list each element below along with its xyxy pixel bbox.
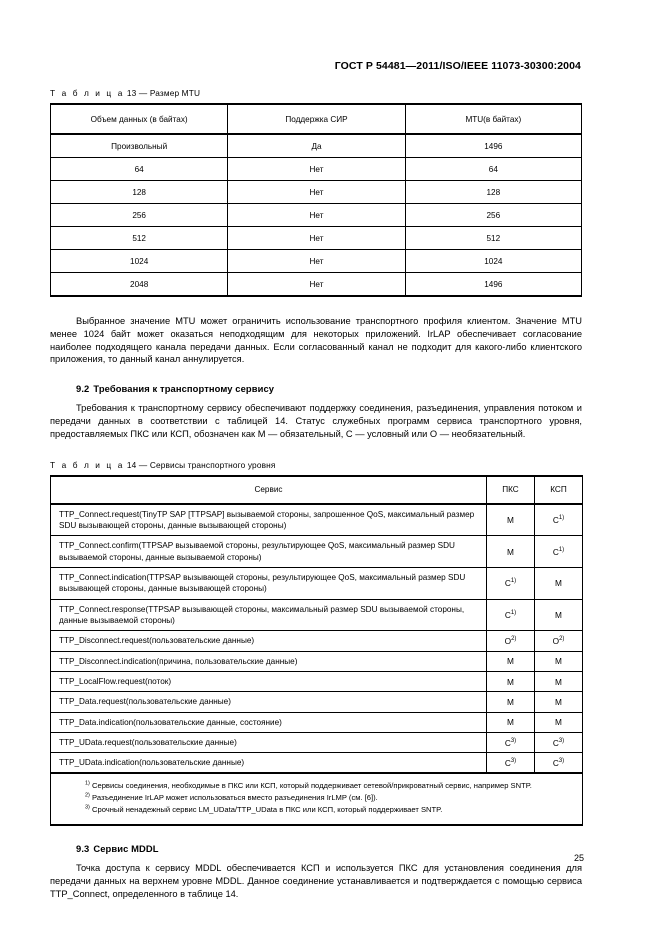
footnote-2-marker: 2) (85, 792, 90, 799)
cell-pks (487, 712, 535, 732)
cell-ksp (535, 692, 583, 712)
table-mtu-header-sir-support: Поддержка СИР (228, 104, 405, 134)
table-row (51, 671, 583, 691)
cell-pks (487, 568, 535, 600)
pks-value: М (507, 696, 514, 707)
cell-pks (487, 631, 535, 651)
cell-service: TTP_Connect.confirm(TTPSAP вызываемой стороны, результирующее QoS, максимальный размер SDU вызываемой стороны, данные вызываемой стороны) (51, 536, 487, 568)
table-row (51, 651, 583, 671)
ksp-value: С (552, 546, 559, 557)
footnote-1-text: Сервисы соединения, необходимые в ПКС или КСП, который поддерживает сетевой/прикроватный сервис, например SNTP. (92, 781, 532, 791)
pks-value: М (507, 676, 514, 687)
cell-service: TTP_LocalFlow.request(поток) (51, 671, 487, 691)
ksp-value: М (555, 609, 562, 620)
table-mtu-header-mtu: MTU(в байтах) (405, 104, 581, 134)
footnote-3-text: Срочный ненадежный сервис LM_UData/TTP_UData в ПКС или КСП, который поддерживает SNTP. (92, 805, 443, 815)
cell-mtu: 256 (405, 204, 581, 227)
cell-mtu: 1024 (405, 250, 581, 273)
cell-service: TTP_Disconnect.indication(причина, пользовательские данные) (51, 651, 487, 671)
cell-sir-support: Нет (228, 250, 405, 273)
cell-pks (487, 732, 535, 752)
cell-pks (487, 692, 535, 712)
cell-pks (487, 536, 535, 568)
ksp-value: О (552, 635, 560, 646)
cell-ksp (535, 599, 583, 631)
cell-data-volume: Произвольный (51, 134, 228, 158)
table-services-header-row (51, 476, 583, 504)
pks-value: М (507, 546, 514, 557)
cell-service: TTP_Connect.request(TinyTP SAP [TTPSAP] вызываемой стороны, запрошенное QoS, максимальный размер SDU вызывающей стороны, данные вызывающей стороны) (51, 504, 487, 536)
pks-value: М (507, 656, 514, 667)
paragraph-9-2: Требования к транспортному сервису обеспечивают поддержку соединения, разъединения, управления потоком и передачи данных в соответствии с таблицей 14. Статус служебных программ сервиса транспортного уровня, предоставляемых ПКС или КСП, обозначен как М — обязательный, С — условный или О — необязательный. (50, 403, 582, 439)
table13-caption-title: Размер MTU (149, 88, 201, 98)
table-services-header-service: Сервис (51, 476, 487, 504)
table14-caption-dash: — (138, 459, 148, 470)
pks-footnote-marker: 1) (510, 578, 517, 585)
document-header: ГОСТ Р 54481—2011/ISO/IEEE 11073-30300:2004 (334, 60, 581, 72)
table-mtu-header-row (51, 104, 582, 134)
cell-service: TTP_Data.indication(пользовательские данные, состояние) (51, 712, 487, 732)
pks-footnote-marker: 2) (511, 636, 517, 643)
pks-value: С (504, 757, 511, 768)
pks-footnote-marker: 3) (510, 758, 517, 765)
table14-caption-number: 14 (126, 459, 137, 470)
table13-caption (50, 88, 582, 98)
table-mtu (50, 103, 582, 297)
cell-service: TTP_Data.request(пользовательские данные) (51, 692, 487, 712)
cell-sir-support: Да (228, 134, 405, 158)
footnote-2 (59, 792, 574, 803)
ksp-value: М (555, 717, 562, 728)
table-services-header-pks: ПКС (487, 476, 535, 504)
ksp-footnote-marker: 2) (559, 636, 565, 643)
table-row (51, 227, 582, 250)
table-row (51, 504, 583, 536)
cell-mtu: 64 (405, 158, 581, 181)
table-row (51, 712, 583, 732)
table-row (51, 631, 583, 651)
table-row (51, 204, 582, 227)
section-heading-9-3 (50, 843, 582, 854)
table14-caption (50, 460, 582, 470)
cell-service: TTP_Connect.response(TTPSAP вызывающей стороны, максимальный размер SDU вызываемой стороны, данные вызываемой стороны) (51, 599, 487, 631)
cell-mtu: 1496 (405, 134, 581, 158)
footnote-3 (59, 804, 574, 815)
table-row (51, 158, 582, 181)
cell-ksp (535, 504, 583, 536)
cell-mtu: 512 (405, 227, 581, 250)
pks-value: С (504, 737, 511, 748)
cell-data-volume: 2048 (51, 273, 228, 297)
cell-mtu: 128 (405, 181, 581, 204)
pks-footnote-marker: 3) (510, 737, 517, 744)
ksp-value: М (555, 696, 562, 707)
table13-caption-label: Т а б л и ц а (50, 88, 125, 98)
table13-caption-dash: — (138, 88, 148, 98)
ksp-footnote-marker: 3) (558, 758, 565, 765)
table-row (51, 753, 583, 774)
cell-ksp (535, 753, 583, 774)
cell-ksp (535, 536, 583, 568)
table13-caption-number: 13 (126, 88, 137, 98)
ksp-value: М (555, 656, 562, 667)
table-transport-services (50, 475, 583, 827)
footnote-1-marker: 1) (85, 780, 90, 787)
cell-data-volume: 512 (51, 227, 228, 250)
paragraph-mtu: Выбранное значение MTU может ограничить использование транспортного профиля клиентом. Значение MTU менее 1024 байт может оказаться неподходящим для некоторых приложений. IrLAP обеспечивает согласование наиболее подходящего канала передачи данных. Если согласованный канал не подходит для какого-либо клиентского приложения, то данный канал аннулируется. (50, 316, 582, 365)
pks-footnote-marker: 1) (510, 610, 517, 617)
table-row (51, 181, 582, 204)
ksp-footnote-marker: 1) (558, 515, 565, 522)
footnote-3-marker: 3) (85, 804, 90, 811)
cell-ksp (535, 631, 583, 651)
table-services-header-ksp: КСП (535, 476, 583, 504)
cell-pks (487, 599, 535, 631)
pks-value: С (504, 609, 511, 620)
cell-service: TTP_UData.request(пользовательские данные) (51, 732, 487, 752)
section-heading-9-2 (50, 383, 582, 394)
cell-ksp (535, 671, 583, 691)
cell-sir-support: Нет (228, 158, 405, 181)
cell-service: TTP_Connect.indication(TTPSAP вызывающей стороны, результирующее QoS, максимальный размер SDU вызывающей стороны, данные вызывающей стороны) (51, 568, 487, 600)
cell-ksp (535, 732, 583, 752)
table-mtu-header-data-volume: Объем данных (в байтах) (51, 104, 228, 134)
cell-service: TTP_UData.indication(пользовательские данные) (51, 753, 487, 774)
cell-sir-support: Нет (228, 181, 405, 204)
ksp-value: С (552, 737, 559, 748)
section-9-3-title: Сервис MDDL (93, 843, 159, 855)
cell-mtu: 1496 (405, 273, 581, 297)
table-row (51, 692, 583, 712)
ksp-value: С (552, 515, 559, 526)
table-row (51, 134, 582, 158)
table-row (51, 273, 582, 297)
table-footnotes-cell (51, 773, 583, 825)
cell-ksp (535, 568, 583, 600)
cell-ksp (535, 651, 583, 671)
page-number: 25 (573, 853, 584, 863)
pks-value: М (507, 717, 514, 728)
table14-caption-title: Сервисы транспортного уровня (149, 459, 276, 470)
section-9-2-number: 9.2 (76, 383, 90, 395)
table-row (51, 732, 583, 752)
cell-data-volume: 1024 (51, 250, 228, 273)
ksp-value: М (555, 578, 562, 589)
cell-pks (487, 753, 535, 774)
table14-caption-label: Т а б л и ц а (50, 459, 125, 470)
ksp-value: М (555, 676, 562, 687)
ksp-value: С (552, 757, 559, 768)
table-row (51, 599, 583, 631)
cell-sir-support: Нет (228, 204, 405, 227)
cell-sir-support: Нет (228, 227, 405, 250)
cell-data-volume: 64 (51, 158, 228, 181)
cell-sir-support: Нет (228, 273, 405, 297)
section-9-2-title: Требования к транспортному сервису (93, 383, 275, 395)
table-row (51, 250, 582, 273)
cell-service: TTP_Disconnect.request(пользовательские данные) (51, 631, 487, 651)
pks-value: С (504, 578, 511, 589)
cell-pks (487, 651, 535, 671)
cell-data-volume: 128 (51, 181, 228, 204)
table-footnotes-row (51, 773, 583, 825)
cell-data-volume: 256 (51, 204, 228, 227)
table-row (51, 568, 583, 600)
ksp-footnote-marker: 3) (558, 737, 565, 744)
cell-pks (487, 504, 535, 536)
pks-value: М (507, 515, 514, 526)
table-row (51, 536, 583, 568)
footnote-2-text: Разъединение IrLAP может использоваться вместо разъединения IrLMP (см. [6]). (92, 793, 378, 803)
pks-value: О (504, 635, 512, 646)
ksp-footnote-marker: 1) (558, 546, 565, 553)
paragraph-9-3: Точка доступа к сервису MDDL обеспечивается КСП и используется ПКС для установления соединения для передачи данных на верхнем уровне MDDL. Данное соединение устанавливается и подтверждается с помощью сервиса TTP_Connect, определенного в таблице 14. (50, 863, 582, 900)
cell-ksp (535, 712, 583, 732)
footnote-1 (59, 780, 574, 791)
cell-pks (487, 671, 535, 691)
section-9-3-number: 9.3 (76, 843, 90, 855)
page-content (50, 88, 582, 901)
